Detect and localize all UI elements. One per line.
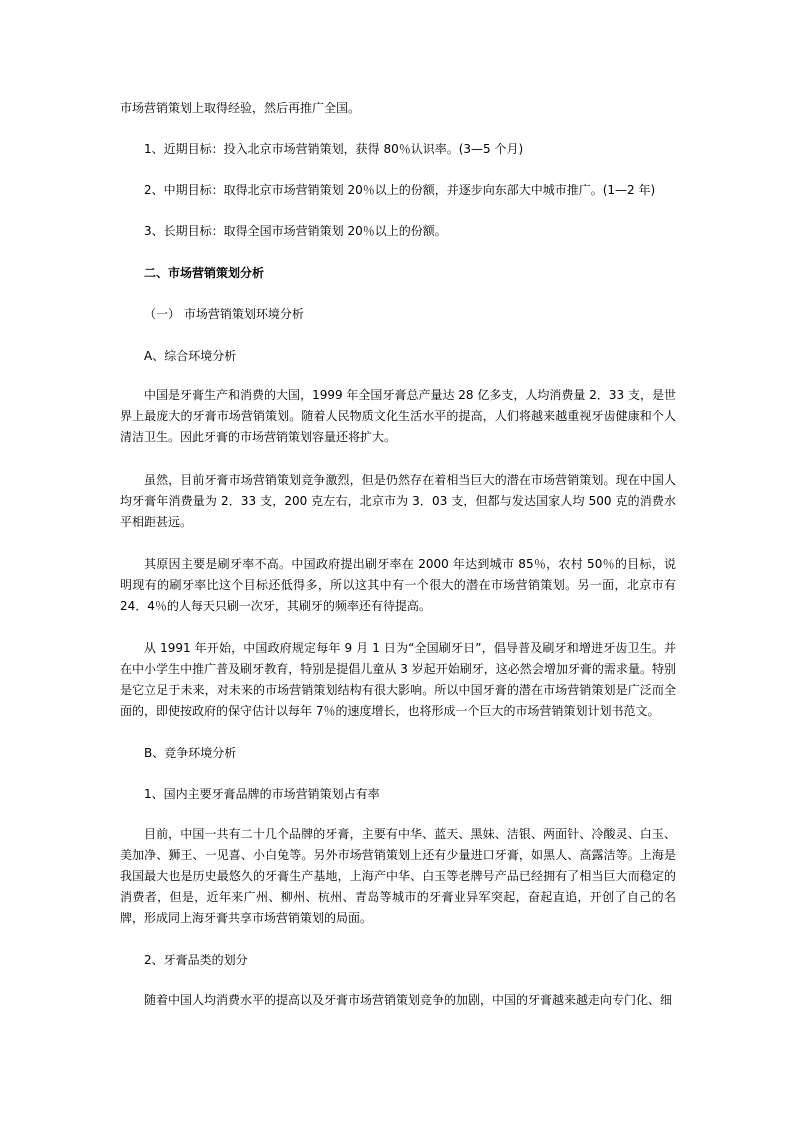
paragraph: 目前，中国一共有二十几个品牌的牙膏，主要有中华、蓝天、黑妹、洁银、两面针、冷酸灵、白玉、美加净、狮王、一见喜、小白兔等。另外市场营销策划上还有少量进口牙膏，如黑人、高露洁等。上海是我国最大也是历史最悠久的牙膏生产基地，上海产中华、白玉等老牌号产品已经拥有了相当巨大而稳定的消费者，但是，近年来广州、柳州、杭州、青岛等城市的牙膏业异军突起，奋起直追，开创了自己的名牌，形成同上海牙膏共享市场营销策划的局面。 — [120, 827, 676, 925]
paragraph: 虽然，目前牙膏市场营销策划竞争激烈，但是仍然存在着相当巨大的潜在市场营销策划。现在中国人均牙膏年消费量为 2．33 支，200 克左右，北京市为 3．03 支，但都与发达国家人均 500 克的消费水平相距甚远。 — [120, 473, 676, 529]
paragraph: 中国是牙膏生产和消费的大国，1999 年全国牙膏总产量达 28 亿多支，人均消费量 2．33 支，是世界上最庞大的牙膏市场营销策划。随着人民物质文化生活水平的提高，人们将越来越重视牙齿健康和个人清洁卫生。因此牙膏的市场营销策划容量还将扩大。 — [120, 388, 676, 444]
section-heading: 二、市场营销策划分析 — [144, 266, 265, 280]
sub-b-heading: B、竞争环境分析 — [144, 746, 237, 760]
paragraph: 其原因主要是刷牙率不高。中国政府提出刷牙率在 2000 年达到城市 85％，农村 50％的目标，说明现有的刷牙率比这个目标还低得多，所以这其中有一个很大的潜在市场营销策划。另一面，北京市有 24．4％的人每天只刷一次牙，其刷牙的频率还有待提高。 — [120, 557, 676, 613]
sub-a-heading: A、综合环境分析 — [144, 349, 237, 363]
paragraph: 从 1991 年开始，中国政府规定每年 9 月 1 日为“全国刷牙日”，倡导普及刷牙和增进牙齿卫生。并在中小学生中推广普及刷牙教育，特别是提倡儿童从 3 岁起开始刷牙，这必然会增加牙膏的需求量。特别是它立足于未来，对未来的市场营销策划结构有很大影响。所以中国牙膏的潜在市场营销策划是广泛而全面的，即使按政府的保守估计以每年 7％的速度增长，也将形成一个巨大的市场营销策划计划书范文。 — [120, 641, 676, 718]
subsection-heading: （一） 市场营销策划环境分析 — [144, 307, 304, 321]
paragraph: 随着中国人均消费水平的提高以及牙膏市场营销策划竞争的加剧，中国的牙膏越来越走向专门化、细 — [144, 993, 673, 1007]
long-term-goal: 3、长期目标：取得全国市场营销策划 20％以上的份额。 — [144, 224, 447, 238]
sub-b2-heading: 2、牙膏品类的划分 — [144, 953, 248, 967]
sub-b1-heading: 1、国内主要牙膏品牌的市场营销策划占有率 — [144, 787, 380, 801]
short-term-goal: 1、近期目标：投入北京市场营销策划，获得 80％认识率。(3—5 个月) — [144, 142, 524, 156]
mid-term-goal: 2、中期目标：取得北京市场营销策划 20％以上的份额，并逐步向东部大中城市推广。(1—2 年) — [144, 183, 656, 197]
continuation-line: 市场营销策划上取得经验，然后再推广全国。 — [120, 101, 361, 115]
